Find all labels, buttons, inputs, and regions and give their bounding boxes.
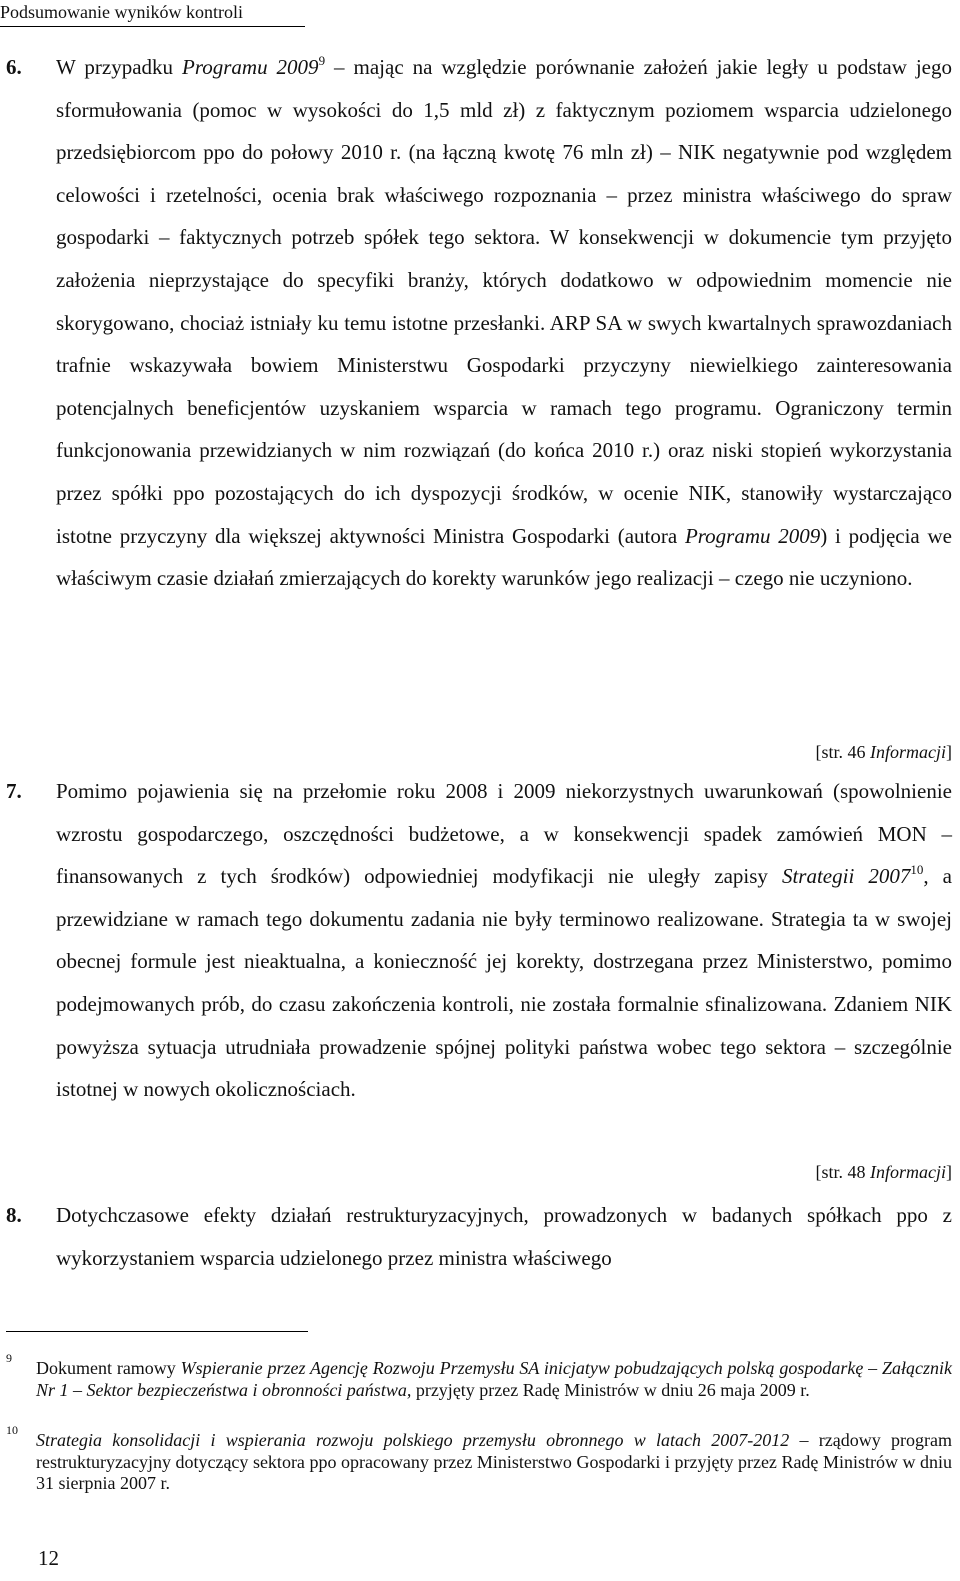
item-number: 6. [6,55,22,79]
footnote-text: Dokument ramowy Wspieranie przez Agencję Rozwoju Przemysłu SA inicjatyw pobudzających polską gospodarkę – Załącznik Nr 1 – Sektor bezpieczeństwa i obronności państwa, przyjęty przez Radę Ministrów w dniu 26 maja 2009 r. [36,1358,952,1400]
item-body: Dotychczasowe efekty działań restrukturyzacyjnych, prowadzonych w badanych spółkach ppo z wykorzystaniem wsparcia udzielonego przez ministra właściwego [56,1203,952,1270]
italic-title: Programu 2009 [182,55,319,79]
footnote-ref-9[interactable]: 9 [318,53,326,68]
italic-title: Strategii 2007 [781,864,911,889]
footnote-10 [6,1423,953,1495]
item-body: W przypadku Programu 2009$^9$ – mając na względzie porównanie założeń jakie legły u podstaw jego sformułowania (pomoc w wysokości do 1,5 mld zł) z faktycznym poziomem wsparcia udzielonego przedsiębiorcom ppo do połowy 2010 r. (na łączną kwotę 76 mln zł) – NIK negatywnie pod względem celowości i rzetelności, ocenia brak właściwego rozpoznania – przez ministra właściwego do spraw gospodarki – faktycznych potrzeb spółek tego sektora. W konsekwencji w dokumencie tym przyjęto założenia nieprzystające do specyfiki branży, których dodatkowo w odpowiednim momencie nie skorygowano, chociaż istniały ku temu istotne przesłanki. ARP SA w swych kwartalnych sprawozdaniach trafnie wskazywała bowiem Ministerstwu Gospodarki przyczyny niewielkiego zainteresowania potencjalnych beneficjentów uzyskaniem wsparcia w ramach tego programu. Ograniczony termin funkcjonowania przewidzianych w nim rozwiązań (do końca 2010 r.) oraz niski stopień wykorzystania przez spółki ppo pozostających do ich dyspozycji środków, w ocenie NIK, stanowiły wystarczająco istotne przyczyny dla większej aktywności Ministra Gospodarki (autora Programu 2009) i podjęcia we właściwym czasie działań zmierzających do korekty warunków jego realizacji – czego nie uczyniono. [56,53,953,591]
page-reference-46: [str. 46 Informacji] [815,742,952,762]
footnote-text: Strategia konsolidacji i wspierania rozwoju polskiego przemysłu obronnego w latach 2007-2012 – rządowy program restrukturyzacyjny dotyczący sektora ppo opracowany przez Ministerstwo Gospodarki i przyjęty przez Radę Ministrów w dniu 31 sierpnia 2007 r. [36,1430,953,1494]
running-header-title: Podsumowanie wyników kontroli [0,2,243,22]
footnote-number: 9 [6,1351,12,1365]
page-reference-48: [str. 48 Informacji] [815,1162,952,1182]
italic-title: Programu 2009 [684,523,821,548]
footnote-9 [6,1351,952,1401]
footnote-ref-10[interactable]: 10 [910,862,924,878]
list-item-8 [6,1194,952,1279]
list-item-6 [6,46,952,600]
list-item-7 [6,770,952,1111]
item-number: 7. [6,779,22,803]
footnote-separator [6,1331,308,1332]
page-number: 12 [38,1546,59,1570]
footnote-number: 10 [6,1423,18,1437]
running-header [0,0,305,27]
item-body: Pomimo pojawienia się na przełomie roku 2008 i 2009 niekorzystnych uwarunkowań (spowolnienie wzrostu gospodarczego, oszczędności budżetowe, a w konsekwencji spadek zamówień MON – finansowanych z tych środków) odpowiedniej modyfikacji nie uległy zapisy Strategii 2007$^{10}$, a przewidziane w ramach tego dokumentu zadania nie były terminowo realizowane. Strategia ta w swojej obecnej formule jest nieaktualna, a konieczność jej korekty, dostrzegana przez Ministerstwo, pomimo podejmowanych prób, do czasu zakończenia kontroli, nie została formalnie sfinalizowana. Zdaniem NIK powyższa sytuacja utrudniała prowadzenie spójnej polityki państwa wobec tego sektora – szczególnie istotnej w nowych okolicznościach. [56,779,952,1102]
item-number: 8. [6,1203,22,1227]
